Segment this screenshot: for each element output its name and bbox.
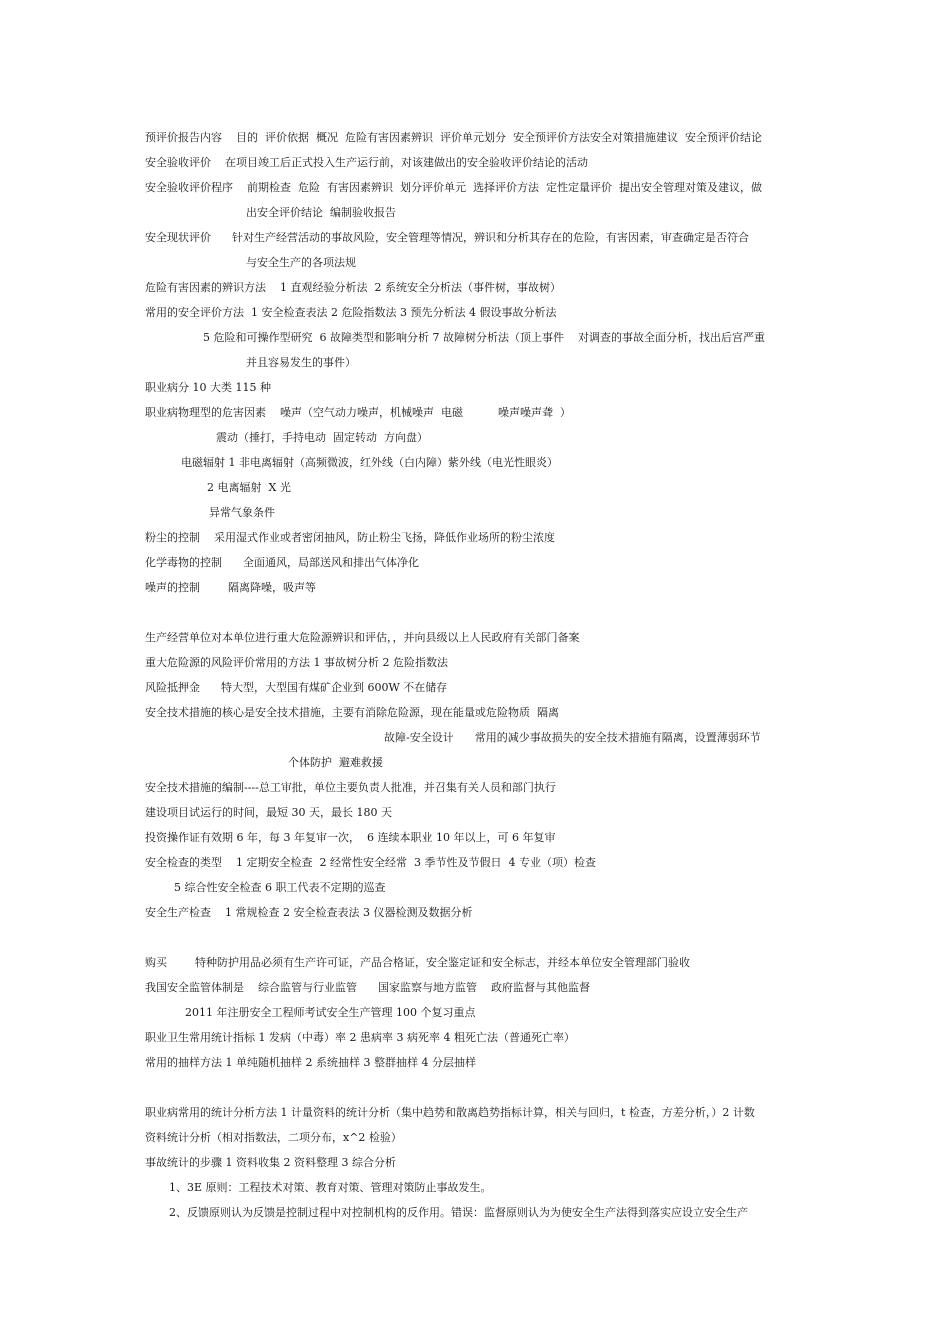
text-line: 粉尘的控制 采用湿式作业或者密闭抽风，防止粉尘飞扬，降低作业场所的粉尘浓度 [145, 531, 555, 544]
text-line: 5 综合性安全检查 6 职工代表不定期的巡查 [174, 881, 386, 894]
text-line: 安全验收评价程序 前期检查 危险 有害因素辨识 划分评价单元 选择评价方法 定性定量评价 提出安全管理对策及建议，做 [145, 181, 762, 194]
text-line: 购买 特种防护用品必须有生产许可证，产品合格证，安全鉴定证和安全标志，并经本单位安全管理部门验收 [145, 956, 690, 969]
text-line: 投资操作证有效期 6 年，每 3 年复审一次， 6 连续本职业 10 年以上，可 6 年复审 [145, 831, 556, 844]
text-line: 危险有害因素的辨识方法 1 直观经验分析法 2 系统安全分析法（事件树，事故树） [145, 281, 561, 294]
text-line: 我国安全监管体制是 综合监管与行业监管 国家监察与地方监管 政府监督与其他监督 [145, 981, 590, 994]
text-line: 安全现状评价 针对生产经营活动的事故风险，安全管理等情况，辨识和分析其存在的危险，有害因素，审查确定是否符合 [145, 231, 749, 244]
text-line: 事故统计的步骤 1 资料收集 2 资料整理 3 综合分析 [145, 1156, 396, 1169]
text-line: 震动（捶打，手持电动 固定转动 方向盘） [216, 431, 428, 444]
text-line: 常用的安全评价方法 1 安全检查表法 2 危险指数法 3 预先分析法 4 假设事故分析法 [145, 306, 557, 319]
text-line: 电磁辐射 1 非电离辐射（高频微波，红外线（白内障）紫外线（电光性眼炎） [181, 456, 558, 469]
text-line: 5 危险和可操作型研究 6 故障类型和影响分析 7 故障树分析法（顶上事件 对调查的事故全面分析，找出后宫严重 [203, 331, 765, 344]
text-line: 重大危险源的风险评价常用的方法 1 事故树分析 2 危险指数法 [145, 656, 448, 669]
text-line: 安全检查的类型 1 定期安全检查 2 经常性安全经常 3 季节性及节假日 4 专业（项）检查 [145, 856, 596, 869]
text-line: 安全技术措施的编制----总工审批，单位主要负责人批准，并召集有关人员和部门执行 [145, 781, 556, 794]
text-line: 预评价报告内容 目的 评价依据 概况 危险有害因素辨识 评价单元划分 安全预评价方法安全对策措施建议 安全预评价结论 [145, 131, 762, 144]
text-line: 职业病物理型的危害因素 噪声（空气动力噪声，机械噪声 电磁 噪声噪声聋 ） [145, 406, 571, 419]
text-line: 资料统计分析（相对指数法，二项分布，x^2 检验） [145, 1131, 402, 1144]
text-line: 职业病常用的统计分析方法 1 计量资料的统计分析（集中趋势和散离趋势指标计算，相关与回归，t 检查，方差分析，）2 计数 [145, 1106, 755, 1119]
text-line: 2、反馈原则认为反馈是控制过程中对控制机构的反作用。错误：监督原则认为为使安全生产法得到落实应设立安全生产 [169, 1206, 748, 1219]
text-line: 噪声的控制 隔离降噪，吸声等 [145, 581, 316, 594]
text-line: 建设项目试运行的时间，最短 30 天，最长 180 天 [145, 806, 392, 819]
text-line: 故障-安全设计 常用的减少事故损失的安全技术措施有隔离，设置薄弱环节 [384, 731, 761, 744]
text-line: 出安全评价结论 编制验收报告 [246, 206, 396, 219]
text-line: 生产经营单位对本单位进行重大危险源辨识和评估，，并向县级以上人民政府有关部门备案 [145, 631, 580, 644]
text-line: 个体防护 避难救援 [288, 756, 383, 769]
text-line: 常用的抽样方法 1 单纯随机抽样 2 系统抽样 3 整群抽样 4 分层抽样 [145, 1056, 476, 1069]
text-line: 与安全生产的各项法规 [246, 256, 356, 269]
text-line: 职业病分 10 大类 115 种 [145, 381, 271, 394]
text-line: 1、3E 原则：工程技术对策、教育对策、管理对策防止事故发生。 [169, 1181, 492, 1194]
text-line: 安全技术措施的核心是安全技术措施，主要有消除危险源，现在能量或危险物质 隔离 [145, 706, 559, 719]
text-line: 风险抵押金 特大型，大型国有煤矿企业到 600W 不在储存 [145, 681, 448, 694]
text-line: 安全生产检查 1 常规检查 2 安全检查表法 3 仪器检测及数据分析 [145, 906, 473, 919]
text-line: 安全验收评价 在项目竣工后正式投入生产运行前，对该建做出的安全验收评价结论的活动 [145, 156, 588, 169]
text-line: 2011 年注册安全工程师考试安全生产管理 100 个复习重点 [185, 1006, 476, 1019]
text-line: 2 电离辐射 X 光 [207, 481, 291, 494]
text-line: 并且容易发生的事件） [246, 356, 356, 369]
text-line: 职业卫生常用统计指标 1 发病（中毒）率 2 患病率 3 病死率 4 粗死亡法（普通死亡率） [145, 1031, 575, 1044]
text-line: 化学毒物的控制 全面通风，局部送风和排出气体净化 [145, 556, 419, 569]
text-line: 异常气象条件 [209, 506, 275, 519]
